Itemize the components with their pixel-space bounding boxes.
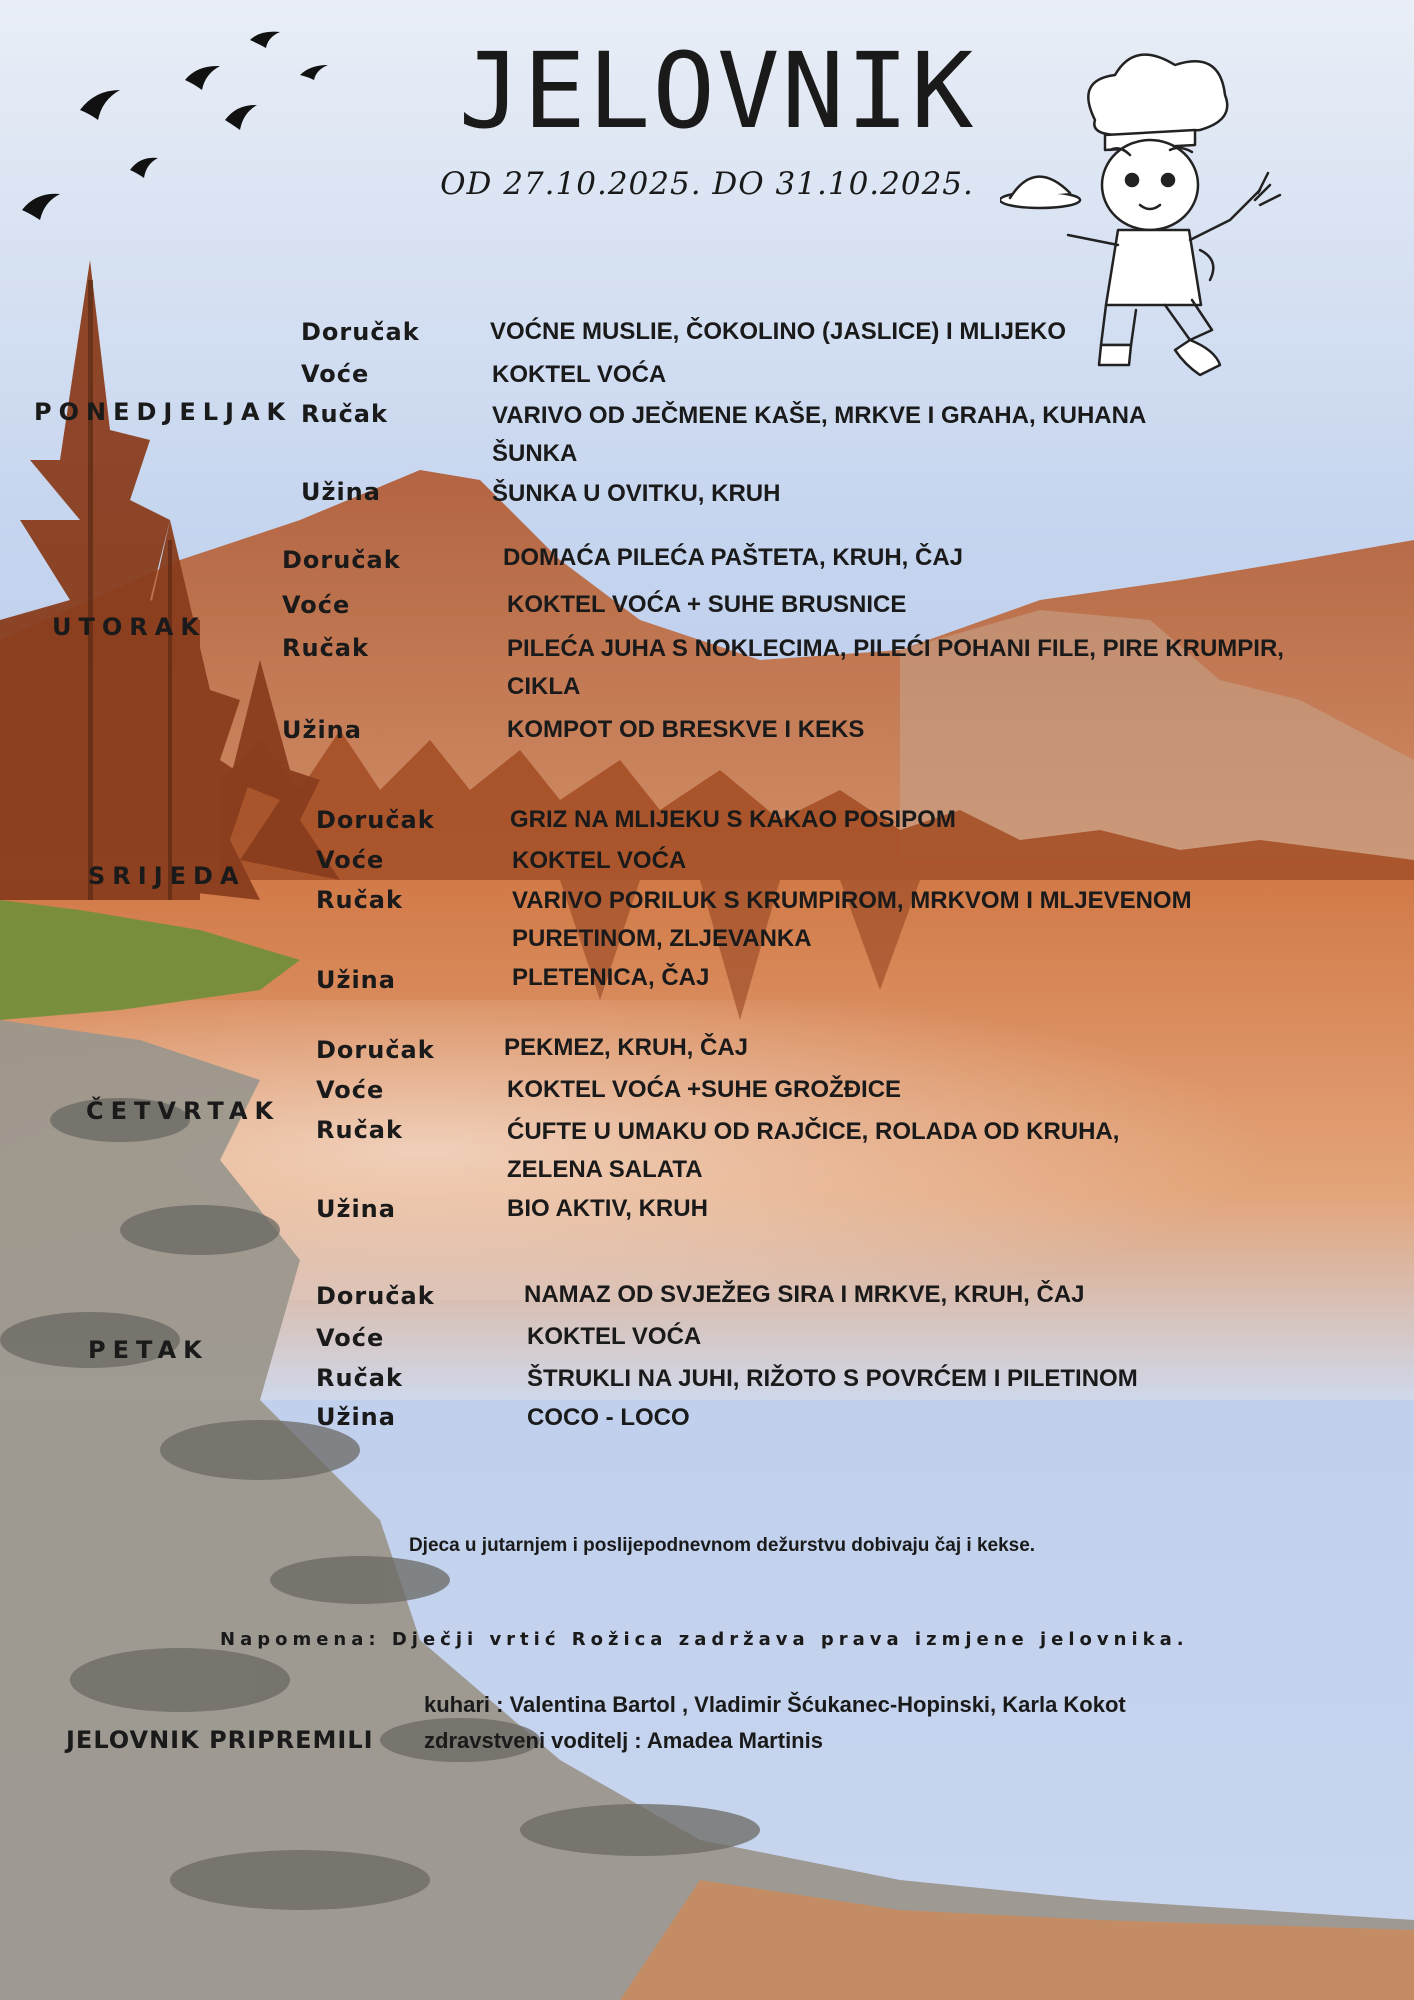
day-name-wednesday: SRIJEDA [88, 862, 246, 890]
meal-text: VOĆNE MUSLIE, ČOKOLINO (JASLICE) I MLIJEKO [490, 318, 1067, 345]
meal-text: ĆUFTE U UMAKU OD RAJČICE, ROLADA OD KRUHA, ZELENA SALATA [507, 1118, 1120, 1183]
meal-label: Doručak [316, 1282, 435, 1310]
meal-text: VARIVO OD JEČMENE KAŠE, MRKVE I GRAHA, KUHANA ŠUNKA [492, 402, 1146, 467]
meal-label: Ručak [282, 634, 369, 662]
meal-text: PLETENICA, ČAJ [512, 964, 710, 991]
meal-label: Voće [301, 360, 370, 388]
meal-text: BIO AKTIV, KRUH [507, 1195, 708, 1222]
prepared-by-label: JELOVNIK PRIPREMILI [66, 1726, 374, 1754]
meal-label: Doručak [282, 546, 401, 574]
meal-label: Užina [316, 1195, 396, 1223]
duty-note: Djeca u jutarnjem i poslijepodnevnom dežurstvu dobivaju čaj i kekse. [408, 1535, 1036, 1556]
meal-label: Voće [316, 846, 385, 874]
meal-text: KOKTEL VOĆA [512, 847, 687, 874]
health-lead-name: zdravstveni voditelj : Amadea Martinis [424, 1728, 823, 1753]
meal-text: KOKTEL VOĆA +SUHE GROŽĐICE [507, 1076, 902, 1103]
meal-text: ŠTRUKLI NA JUHI, RIŽOTO S POVRĆEM I PILETINOM [527, 1365, 1138, 1392]
meal-label: Užina [316, 966, 396, 994]
meal-label: Ručak [316, 1116, 403, 1144]
meal-label: Voće [282, 591, 351, 619]
page-title: JELOVNIK [458, 30, 976, 152]
meal-text: GRIZ NA MLIJEKU S KAKAO POSIPOM [510, 806, 956, 833]
day-name-friday: PETAK [88, 1336, 209, 1364]
meal-text: KOKTEL VOĆA [527, 1323, 702, 1350]
meal-label: Doručak [316, 1036, 435, 1064]
meal-label: Užina [282, 716, 362, 744]
meal-label: Doručak [301, 318, 420, 346]
meal-label: Doručak [316, 806, 435, 834]
meal-text: DOMAĆA PILEĆA PAŠTETA, KRUH, ČAJ [503, 544, 964, 571]
meal-label: Ručak [316, 886, 403, 914]
meal-text: PEKMEZ, KRUH, ČAJ [504, 1034, 749, 1061]
meal-text: NAMAZ OD SVJEŽEG SIRA I MRKVE, KRUH, ČAJ [524, 1281, 1085, 1308]
meal-label: Voće [316, 1076, 385, 1104]
day-name-monday: PONEDJELJAK [34, 398, 293, 426]
date-range: OD 27.10.2025. DO 31.10.2025. [440, 166, 974, 202]
meal-text: ŠUNKA U OVITKU, KRUH [492, 480, 781, 507]
meal-text: COCO - LOCO [527, 1404, 690, 1431]
meal-label: Ručak [301, 400, 388, 428]
remark-note: Napomena: Dječji vrtić Rožica zadržava prava izmjene jelovnika. [220, 1629, 1189, 1650]
meal-label: Voće [316, 1324, 385, 1352]
meal-label: Užina [301, 478, 381, 506]
meal-label: Ručak [316, 1364, 403, 1392]
meal-text: PILEĆA JUHA S NOKLECIMA, PILEĆI POHANI FILE, PIRE KRUMPIR, CIKLA [507, 635, 1284, 700]
day-name-tuesday: UTORAK [52, 613, 206, 641]
meal-text: VARIVO PORILUK S KRUMPIROM, MRKVOM I MLJEVENOM PURETINOM, ZLJEVANKA [512, 887, 1192, 952]
cooks-names: kuhari : Valentina Bartol , Vladimir Šćukanec-Hopinski, Karla Kokot [424, 1692, 1126, 1717]
day-name-thursday: ČETVRTAK [86, 1097, 281, 1125]
meal-text: KOKTEL VOĆA + SUHE BRUSNICE [507, 591, 907, 618]
meal-label: Užina [316, 1403, 396, 1431]
meal-text: KOKTEL VOĆA [492, 361, 667, 388]
meal-text: KOMPOT OD BRESKVE I KEKS [507, 716, 865, 743]
